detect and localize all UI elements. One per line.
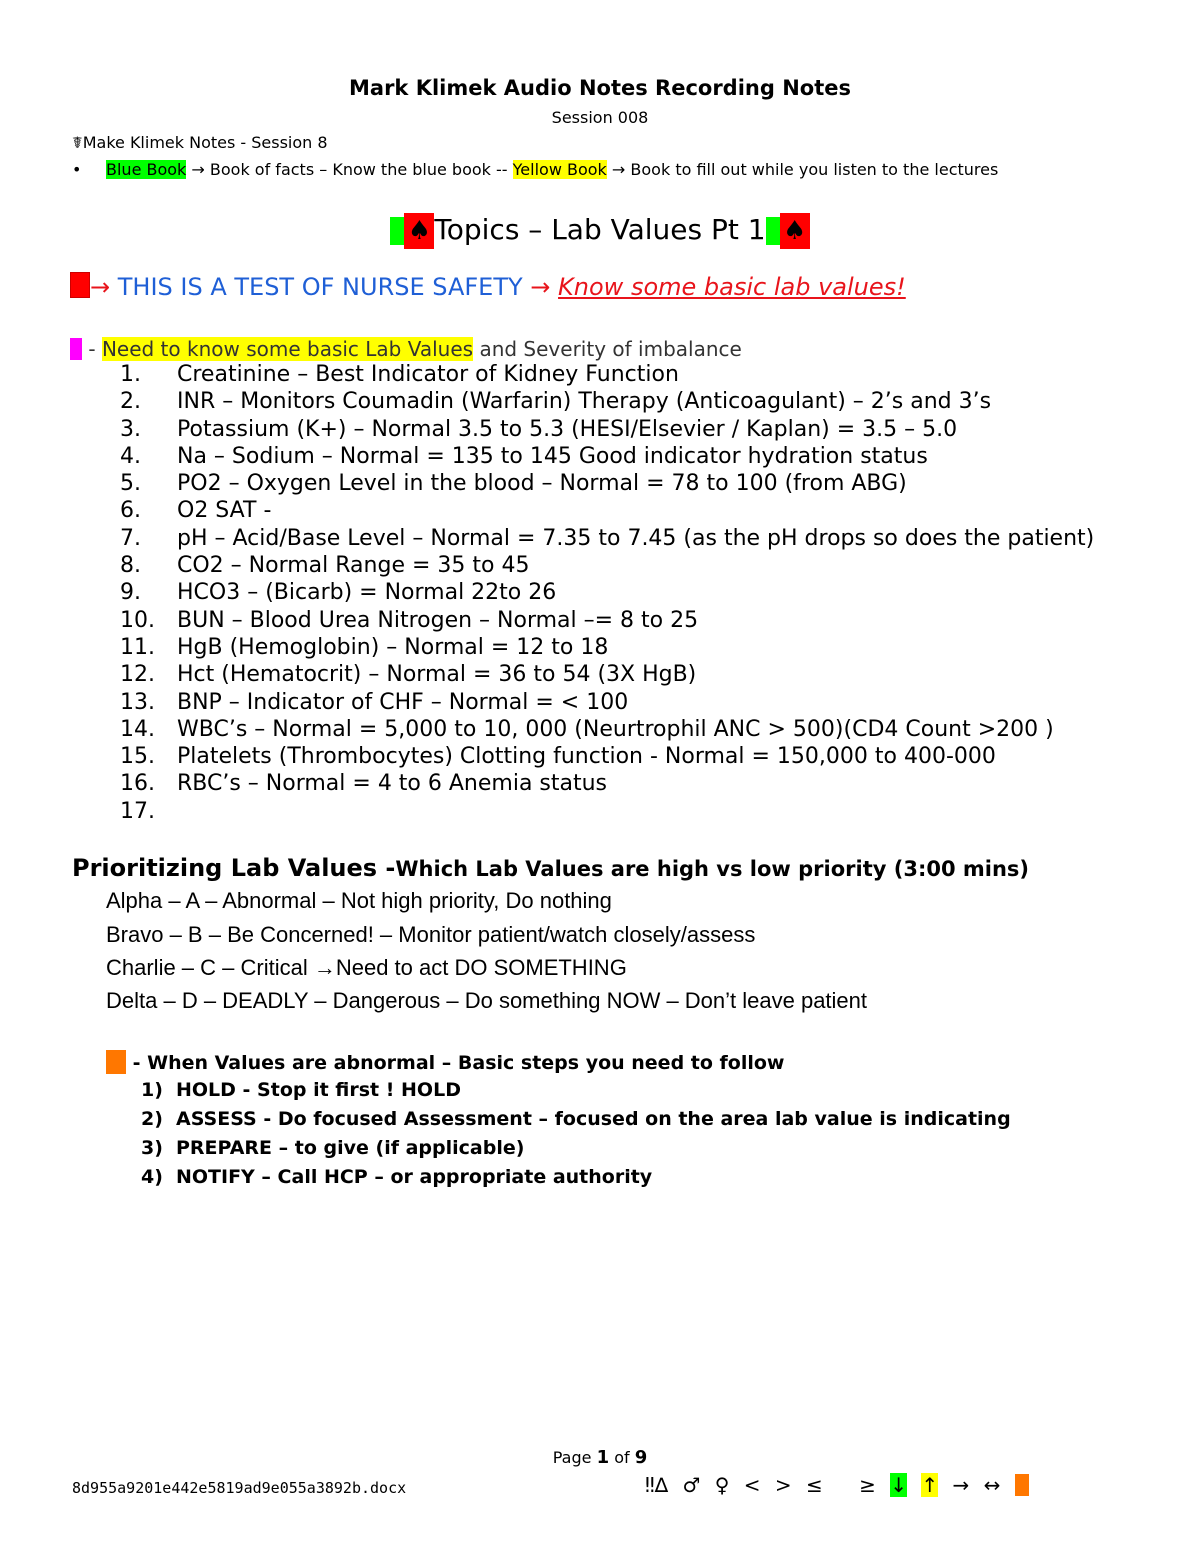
lab-value-item: 17. — [120, 798, 155, 824]
right-arrow-icon: → — [952, 1473, 970, 1497]
footer-symbol-key — [645, 1473, 1029, 1497]
lab-value-item: 6. O2 SAT - — [120, 498, 272, 524]
step-prepare: 3) PREPARE – to give (if applicable) — [141, 1137, 525, 1159]
lab-value-item: 1. Creatinine – Best Indicator of Kidney Function — [120, 362, 679, 387]
lab-value-item: 9. HCO3 – (Bicarb) = Normal 22to 26 — [120, 580, 557, 606]
session-label: Session 008 — [551, 108, 649, 127]
spade-icon: ♠ — [780, 213, 810, 249]
up-arrow-icon: ↑ — [921, 1473, 939, 1497]
warning-icon: ‼∆ — [645, 1473, 669, 1497]
green-marker-icon — [766, 217, 780, 245]
priority-bravo: Bravo – B – Be Concerned! – Monitor patient/watch closely/assess — [106, 922, 756, 947]
page-number: Page 1 of 9 — [552, 1447, 648, 1468]
lab-value-item: 14. WBC’s – Normal = 5,000 to 10, 000 (Neurtrophil ANC > 500)(CD4 Count >200 ) — [120, 716, 1054, 742]
lab-value-item: 5. PO2 – Oxygen Level in the blood – Normal = 78 to 100 (from ABG) — [120, 471, 907, 497]
green-marker-icon — [390, 217, 404, 245]
lab-value-item: 16. RBC’s – Normal = 4 to 6 Anemia status — [120, 771, 608, 797]
blue-book-desc: → Book of facts – Know the blue book -- — [186, 160, 513, 179]
lab-value-item: 4. Na – Sodium – Normal = 135 to 145 Good indicator hydration status — [120, 443, 928, 469]
bullet-icon: • — [72, 160, 82, 179]
lab-value-item: 11. HgB (Hemoglobin) – Normal = 12 to 18 — [120, 634, 609, 660]
lab-value-item: 10. BUN – Blood Urea Nitrogen – Normal –= 8 to 25 — [120, 607, 699, 633]
alert-icon — [70, 272, 90, 298]
steps-heading: - When Values are abnormal – Basic steps you need to follow — [106, 1050, 785, 1074]
yellow-book-desc: → Book to fill out while you listen to the lectures — [606, 160, 999, 179]
yellow-book-label: Yellow Book — [512, 160, 607, 179]
need-to-know-line: - Need to know some basic Lab Values and Severity of imbalance — [70, 337, 742, 361]
down-arrow-icon: ↓ — [890, 1473, 908, 1497]
arrow-icon: → — [530, 273, 551, 301]
orange-marker-icon — [1015, 1474, 1029, 1496]
need-highlight: Need to know some basic Lab Values — [101, 337, 474, 361]
female-icon: ♀ — [714, 1473, 730, 1497]
magenta-marker-icon — [70, 338, 82, 360]
blue-book-label: Blue Book — [106, 160, 187, 179]
priority-alpha: Alpha – A – Abnormal – Not high priority, Do nothing — [106, 888, 612, 913]
safety-text: THIS IS A TEST OF NURSE SAFETY — [110, 273, 531, 301]
make-notes-line: ☤Make Klimek Notes - Session 8 — [72, 133, 328, 152]
step-notify: 4) NOTIFY – Call HCP – or appropriate authority — [141, 1166, 653, 1188]
know-lab-values: Know some basic lab values! — [558, 273, 906, 301]
less-equal-icon: ≤ — [806, 1473, 823, 1497]
lab-value-item: 8. CO2 – Normal Range = 35 to 45 — [120, 553, 530, 579]
less-than-icon: < — [743, 1473, 761, 1497]
left-right-arrow-icon: ↔ — [983, 1473, 1001, 1497]
priority-delta: Delta – D – DEADLY – Dangerous – Do something NOW – Don’t leave patient — [106, 988, 868, 1013]
spade-icon: ♠ — [404, 213, 434, 249]
lab-value-item: 13. BNP – Indicator of CHF – Normal = < 100 — [120, 689, 629, 715]
topics-title: Topics – Lab Values Pt 1 — [434, 213, 766, 246]
lab-value-item: 7. pH – Acid/Base Level – Normal = 7.35 to 7.45 (as the pH drops so does the patient) — [120, 525, 1095, 551]
step-assess: 2) ASSESS - Do focused Assessment – focused on the area lab value is indicating — [141, 1108, 1011, 1130]
document-title: Mark Klimek Audio Notes Recording Notes — [349, 76, 851, 100]
arrow-icon: → — [90, 273, 111, 301]
lab-values-list — [120, 361, 1094, 825]
greater-than-icon: > — [774, 1473, 792, 1497]
greater-equal-icon: ≥ — [859, 1473, 876, 1497]
step-hold: 1) HOLD - Stop it first ! HOLD — [141, 1079, 461, 1101]
orange-marker-icon — [106, 1050, 126, 1074]
footer-filename: 8d955a9201e442e5819ad9e055a3892b.docx — [72, 1479, 407, 1497]
topics-heading — [0, 213, 1200, 249]
lab-value-item: 3. Potassium (K+) – Normal 3.5 to 5.3 (HESI/Elsevier / Kaplan) = 3.5 – 5.0 — [120, 416, 958, 442]
priority-charlie: Charlie – C – Critical →Need to act DO SOMETHING — [106, 955, 627, 980]
books-bullet — [72, 160, 998, 179]
male-icon: ♂ — [682, 1473, 701, 1497]
prioritizing-heading: Prioritizing Lab Values -Which Lab Values are high vs low priority (3:00 mins) — [72, 854, 1030, 882]
nurse-safety-banner — [70, 272, 906, 301]
lab-value-item: 15. Platelets (Thrombocytes) Clotting function - Normal = 150,000 to 400-000 — [120, 744, 996, 770]
lab-value-item: 2. INR – Monitors Coumadin (Warfarin) Therapy (Anticoagulant) – 2’s and 3’s — [120, 389, 992, 415]
lab-value-item: 12. Hct (Hematocrit) – Normal = 36 to 54 (3X HgB) — [120, 662, 697, 688]
